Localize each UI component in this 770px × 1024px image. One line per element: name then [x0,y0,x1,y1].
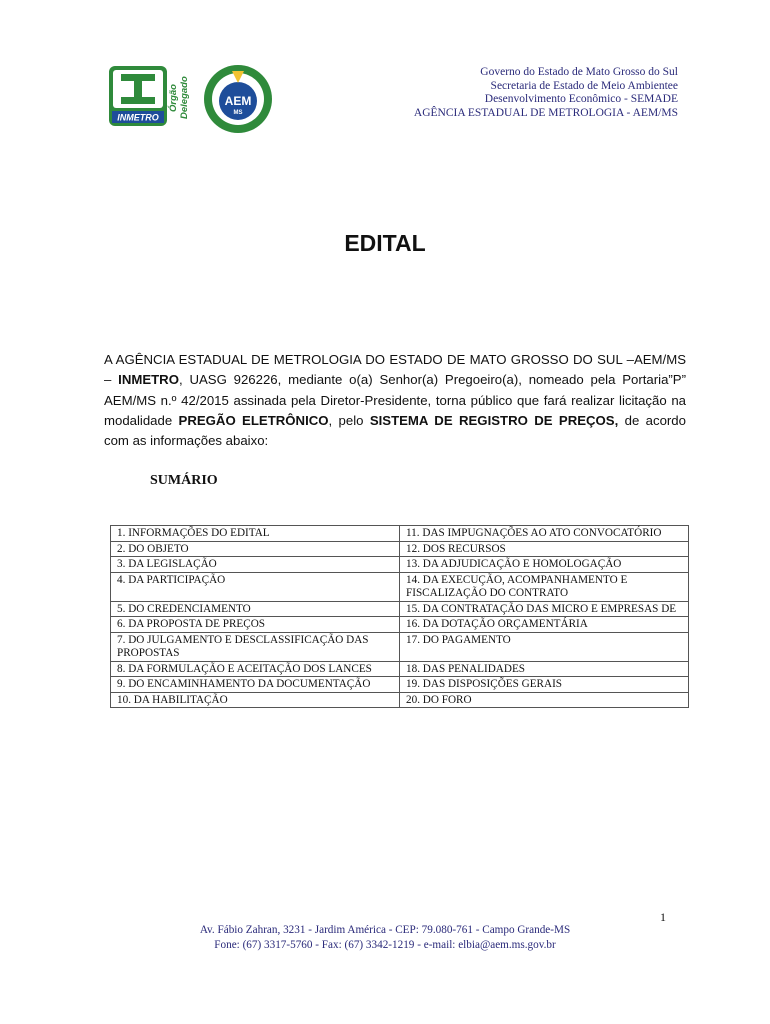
summary-cell: 9. DO ENCAMINHAMENTO DA DOCUMENTAÇÃO [111,677,400,693]
summary-cell: 19. DAS DISPOSIÇÕES GERAIS [400,677,689,693]
summary-table [110,525,689,708]
summary-cell: 8. DA FORMULAÇÃO E ACEITAÇÃO DOS LANCES [111,661,400,677]
summary-cell: 18. DAS PENALIDADES [400,661,689,677]
intro-paragraph: A AGÊNCIA ESTADUAL DE METROLOGIA DO ESTADO DE MATO GROSSO DO SUL –AEM/MS – INMETRO, UASG 926226, mediante o(a) Senhor(a) Pregoeiro(a), nomeado pela Portaria”P” AEM/MS n.º 42/2015 assinada pela Diretor-Presidente, torna público que fará realizar licitação na modalidade PREGÃO ELETRÔNICO, pelo SISTEMA DE REGISTRO DE PREÇOS, de acordo com as informações abaixo: [104,352,686,449]
summary-cell: 14. DA EXECUÇÃO, ACOMPANHAMENTO E FISCALIZAÇÃO DO CONTRATO [400,572,689,601]
summary-cell: 4. DA PARTICIPAÇÃO [111,572,400,601]
summary-row [111,692,689,708]
inmetro-logo-text: INMETRO [117,112,159,123]
summary-cell: 17. DO PAGAMENTO [400,632,689,661]
summary-row [111,601,689,617]
document-title: EDITAL [344,230,426,256]
summary-title: SUMÁRIO [150,473,218,488]
summary-row [111,632,689,661]
summary-cell: 7. DO JULGAMENTO E DESCLASSIFICAÇÃO DAS PROPOSTAS [111,632,400,661]
summary-cell: 12. DOS RECURSOS [400,541,689,557]
summary-cell: 20. DO FORO [400,692,689,708]
aem-logo-sub: MS [233,110,243,116]
summary-cell: 2. DO OBJETO [111,541,400,557]
header-line-4: AGÊNCIA ESTADUAL DE METROLOGIA - AEM/MS [413,106,678,119]
summary-row [111,541,689,557]
summary-row [111,526,689,542]
summary-cell: 15. DA CONTRATAÇÃO DAS MICRO E EMPRESAS DE [400,601,689,617]
footer-address [0,923,770,952]
header-line-1: Governo do Estado de Mato Grosso do Sul [480,66,678,78]
summary-row [111,661,689,677]
header-line-2: Secretaria de Estado de Meio Ambientee [490,79,678,92]
summary-row [111,557,689,573]
footer-line-1: Av. Fábio Zahran, 3231 - Jardim América - CEP: 79.080-761 - Campo Grande-MS [199,924,571,936]
aem-ms-logo [202,63,274,135]
summary-row [111,677,689,693]
summary-cell: 5. DO CREDENCIAMENTO [111,601,400,617]
summary-cell: 16. DA DOTAÇÃO ORÇAMENTÁRIA [400,617,689,633]
inmetro-logo [108,65,168,127]
footer-line-2: Fone: (67) 3317-5760 - Fax: (67) 3342-1219 - e-mail: elbia@aem.ms.gov.br [214,938,556,951]
summary-row [111,617,689,633]
summary-cell: 11. DAS IMPUGNAÇÕES AO ATO CONVOCATÓRIO [400,526,689,542]
logos [108,63,276,135]
summary-cell: 13. DA ADJUDICAÇÃO E HOMOLOGAÇÃO [400,557,689,573]
page-number: 1 [660,910,666,924]
summary-cell: 3. DA LEGISLAÇÃO [111,557,400,573]
summary-cell: 10. DA HABILITAÇÃO [111,692,400,708]
header-line-3: Desenvolvimento Econômico - SEMADE [484,93,678,106]
orgao-delegado-text: Órgão Delegado [168,76,190,120]
summary-cell: 1. INFORMAÇÕES DO EDITAL [111,526,400,542]
aem-logo-text: AEM [224,94,252,108]
summary-row [111,572,689,601]
summary-cell: 6. DA PROPOSTA DE PREÇOS [111,617,400,633]
header-institution [414,66,678,120]
